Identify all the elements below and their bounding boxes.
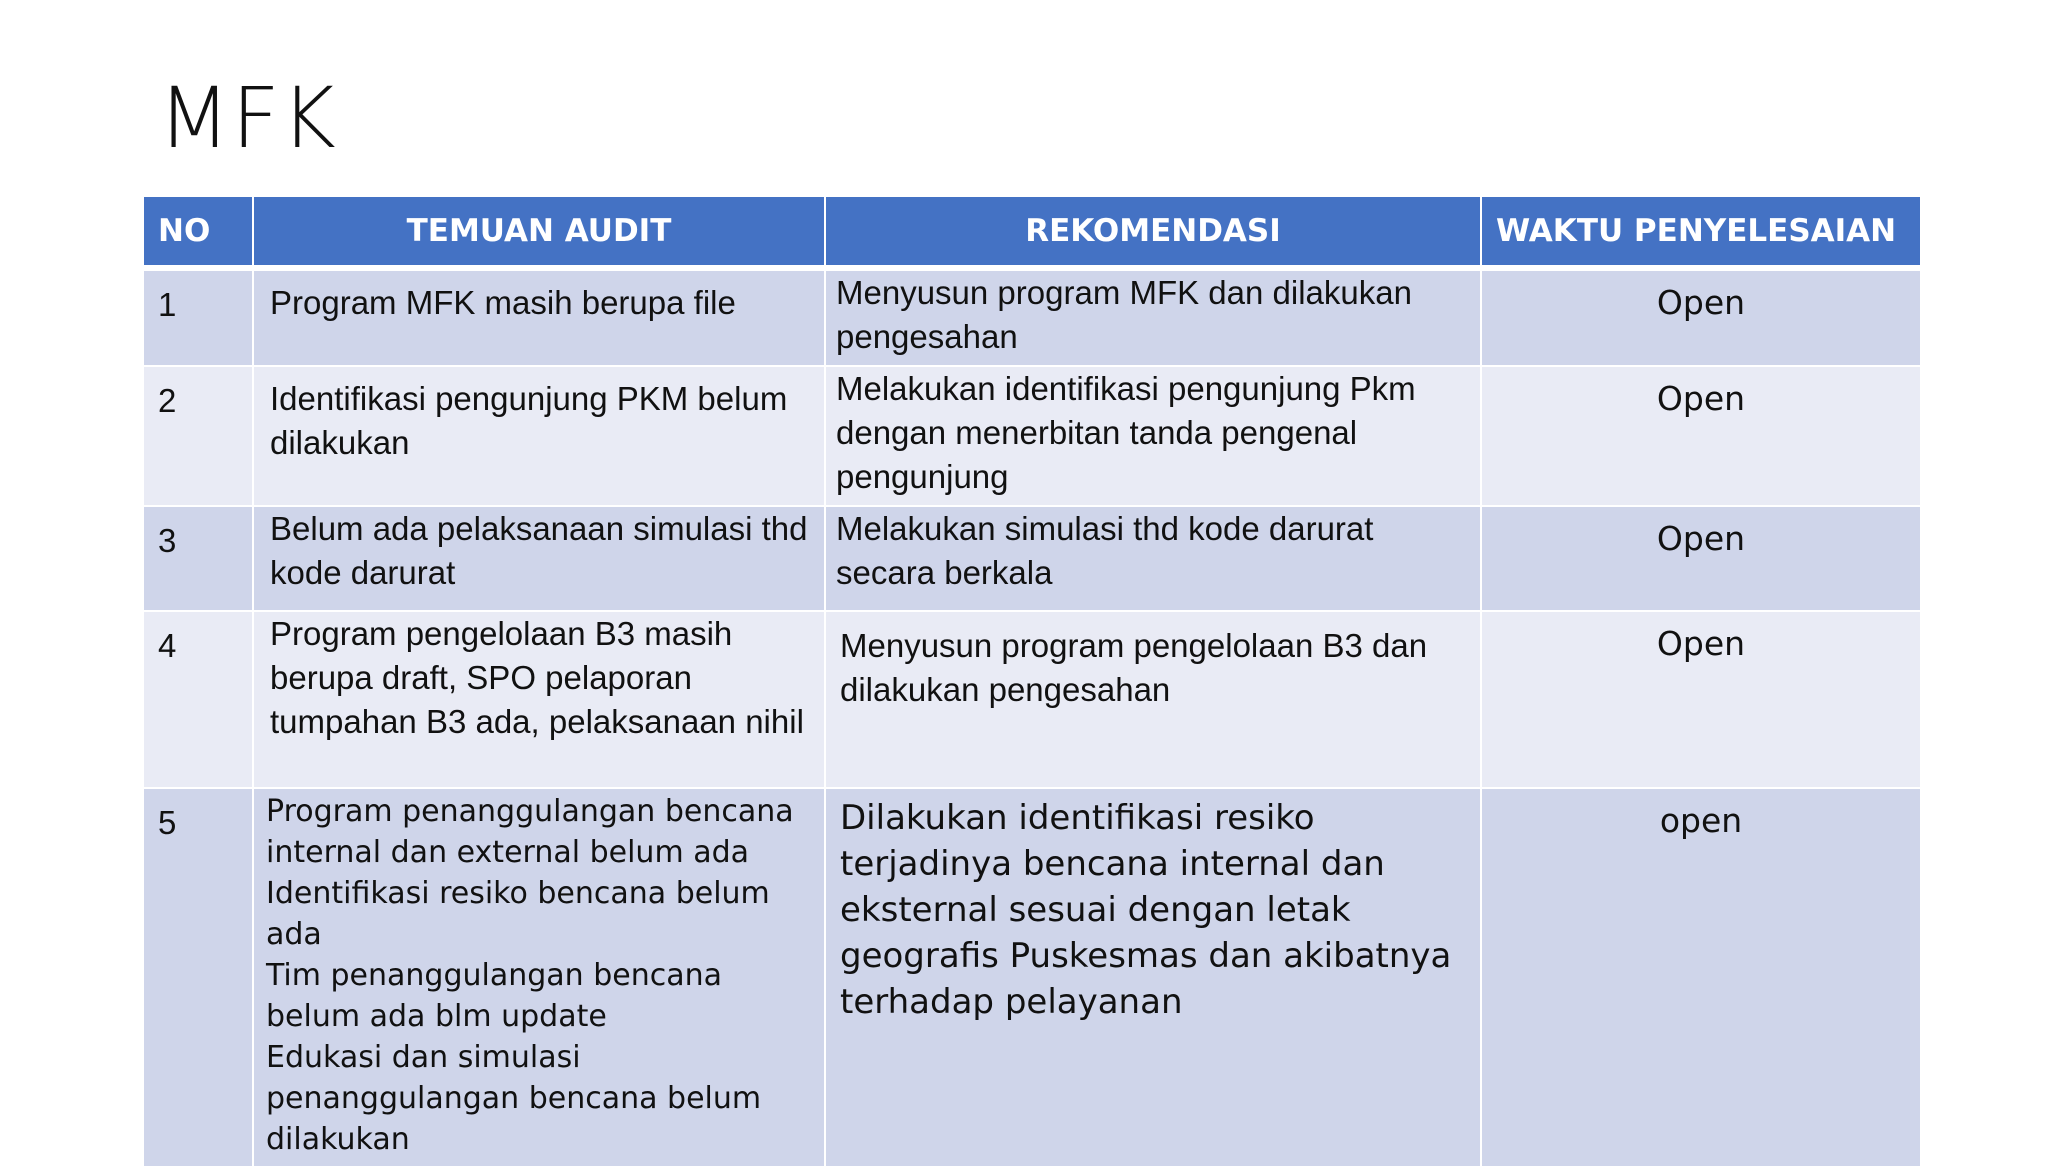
audit-table: [142, 195, 1922, 1168]
header-no: NO: [143, 196, 253, 268]
status-text: Open: [1481, 611, 1921, 788]
slide-title: MFK: [158, 69, 337, 167]
table-header-row: [143, 196, 1921, 268]
finding-line: Program penanggulangan bencana internal dan external belum ada: [266, 794, 794, 870]
finding-line: Tim penanggulangan bencana belum ada blm update: [266, 958, 723, 1034]
status-text: Open: [1481, 268, 1921, 366]
finding-list: [253, 788, 825, 1167]
finding-text: Belum ada pelaksanaan simulasi thd kode darurat: [253, 506, 825, 611]
header-temuan-audit: TEMUAN AUDIT: [253, 196, 825, 268]
finding-text: Identifikasi pengunjung PKM belum dilakukan: [253, 366, 825, 506]
row-number: 2: [143, 366, 253, 506]
row-number: 5: [143, 788, 253, 1167]
status-text: Open: [1481, 366, 1921, 506]
header-rekomendasi: REKOMENDASI: [825, 196, 1481, 268]
table-row: [143, 268, 1921, 366]
header-waktu-penyelesaian: WAKTU PENYELESAIAN: [1481, 196, 1921, 268]
row-number: 3: [143, 506, 253, 611]
table-row: [143, 506, 1921, 611]
table-row: [143, 788, 1921, 1167]
finding-line: Identifikasi resiko bencana belum ada: [266, 876, 770, 952]
row-number: 4: [143, 611, 253, 788]
finding-line: Edukasi dan simulasi penanggulangan bencana belum dilakukan: [266, 1040, 762, 1157]
recommendation-text: Melakukan identifikasi pengunjung Pkm dengan menerbitan tanda pengenal pengunjung: [825, 366, 1481, 506]
table-row: [143, 611, 1921, 788]
recommendation-text: Dilakukan identifikasi resiko terjadinya bencana internal dan eksternal sesuai dengan letak geografis Puskesmas dan akibatnya terhadap pelayanan: [825, 788, 1481, 1167]
status-text: open: [1481, 788, 1921, 1167]
row-number: 1: [143, 268, 253, 366]
status-text: Open: [1481, 506, 1921, 611]
recommendation-text: Menyusun program pengelolaan B3 dan dilakukan pengesahan: [825, 611, 1481, 788]
finding-text: Program pengelolaan B3 masih berupa draft, SPO pelaporan tumpahan B3 ada, pelaksanaan nihil: [253, 611, 825, 788]
recommendation-text: Menyusun program MFK dan dilakukan pengesahan: [825, 268, 1481, 366]
finding-text: Program MFK masih berupa file: [253, 268, 825, 366]
table-row: [143, 366, 1921, 506]
recommendation-text: Melakukan simulasi thd kode darurat secara berkala: [825, 506, 1481, 611]
